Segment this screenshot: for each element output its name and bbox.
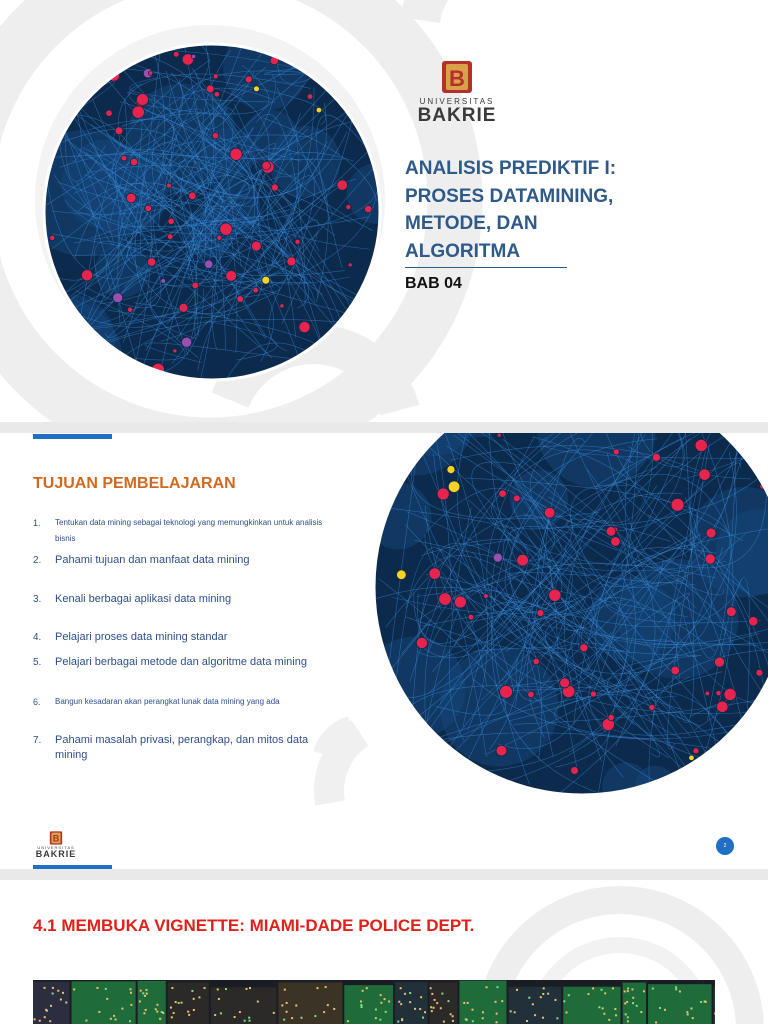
objective-number: 1.: [33, 518, 41, 528]
slide-opening-vignette: [0, 880, 768, 1024]
objective-item: [33, 553, 323, 571]
accent-bar-bottom: [33, 865, 112, 869]
objective-item: [33, 630, 323, 648]
title-line-2: PROSES DATAMINING,: [405, 185, 614, 207]
universitas-bakrie-logo: [408, 60, 506, 125]
objective-number: 4.: [33, 632, 42, 643]
objective-number: 2.: [33, 555, 42, 566]
chapter-label: BAB 04: [405, 275, 462, 292]
logo-main-text: BAKRIE: [35, 849, 77, 859]
university-shield-icon: [440, 60, 474, 94]
page-number-badge: 2: [716, 837, 734, 855]
data-network-circle-image: [372, 433, 768, 797]
objective-item: [33, 694, 323, 728]
section-heading: TUJUAN PEMBELAJARAN: [33, 475, 236, 492]
presentation-title: [405, 155, 705, 265]
city-night-skyline-image: [33, 980, 715, 1024]
accent-bar-top: [33, 434, 112, 439]
objective-text: Kenali berbagai aplikasi data mining: [55, 593, 232, 605]
objective-number: 6.: [33, 697, 41, 707]
logo-main-text: BAKRIE: [417, 105, 497, 126]
objective-item: [33, 592, 323, 610]
objective-text: Tentukan data mining sebagai teknologi yang memungkinkan untuk analisis bisnis: [55, 518, 323, 543]
svg-text:B: B: [449, 66, 465, 91]
objective-item: [33, 515, 323, 549]
slide-heading: 4.1 MEMBUKA VIGNETTE: MIAMI-DADE POLICE DEPT.: [33, 916, 475, 935]
objective-number: 3.: [33, 594, 42, 605]
title-divider: [405, 267, 567, 268]
title-line-1: ANALISIS PREDIKTIF I:: [405, 158, 617, 179]
objective-item: [33, 655, 323, 673]
objective-text: Pahami masalah privasi, perangkap, dan mitos data mining: [55, 734, 309, 761]
objective-number: 7.: [33, 735, 42, 746]
slide-title: [0, 0, 768, 422]
slide-learning-objectives: [0, 433, 768, 869]
logo-top-text: UNIVERSITAS: [37, 845, 75, 850]
objective-text: Pelajari berbagai metode dan algoritme data mining: [55, 656, 307, 668]
objective-text: Pelajari proses data mining standar: [55, 631, 228, 643]
objective-item: [33, 733, 323, 765]
objective-number: 5.: [33, 657, 42, 668]
title-line-4: ALGORITMA: [405, 240, 521, 262]
objective-text: Pahami tujuan dan manfaat data mining: [55, 554, 250, 566]
objective-text: Bangun kesadaran akan perangkat lunak data mining yang ada: [55, 697, 280, 706]
title-line-3: METODE, DAN: [405, 213, 538, 234]
logo-top-text: UNIVERSITAS: [419, 97, 495, 106]
universitas-bakrie-logo-small: [34, 831, 78, 859]
data-network-circle-image: [42, 42, 382, 382]
university-shield-icon: [49, 831, 63, 845]
svg-text:B: B: [52, 833, 60, 844]
